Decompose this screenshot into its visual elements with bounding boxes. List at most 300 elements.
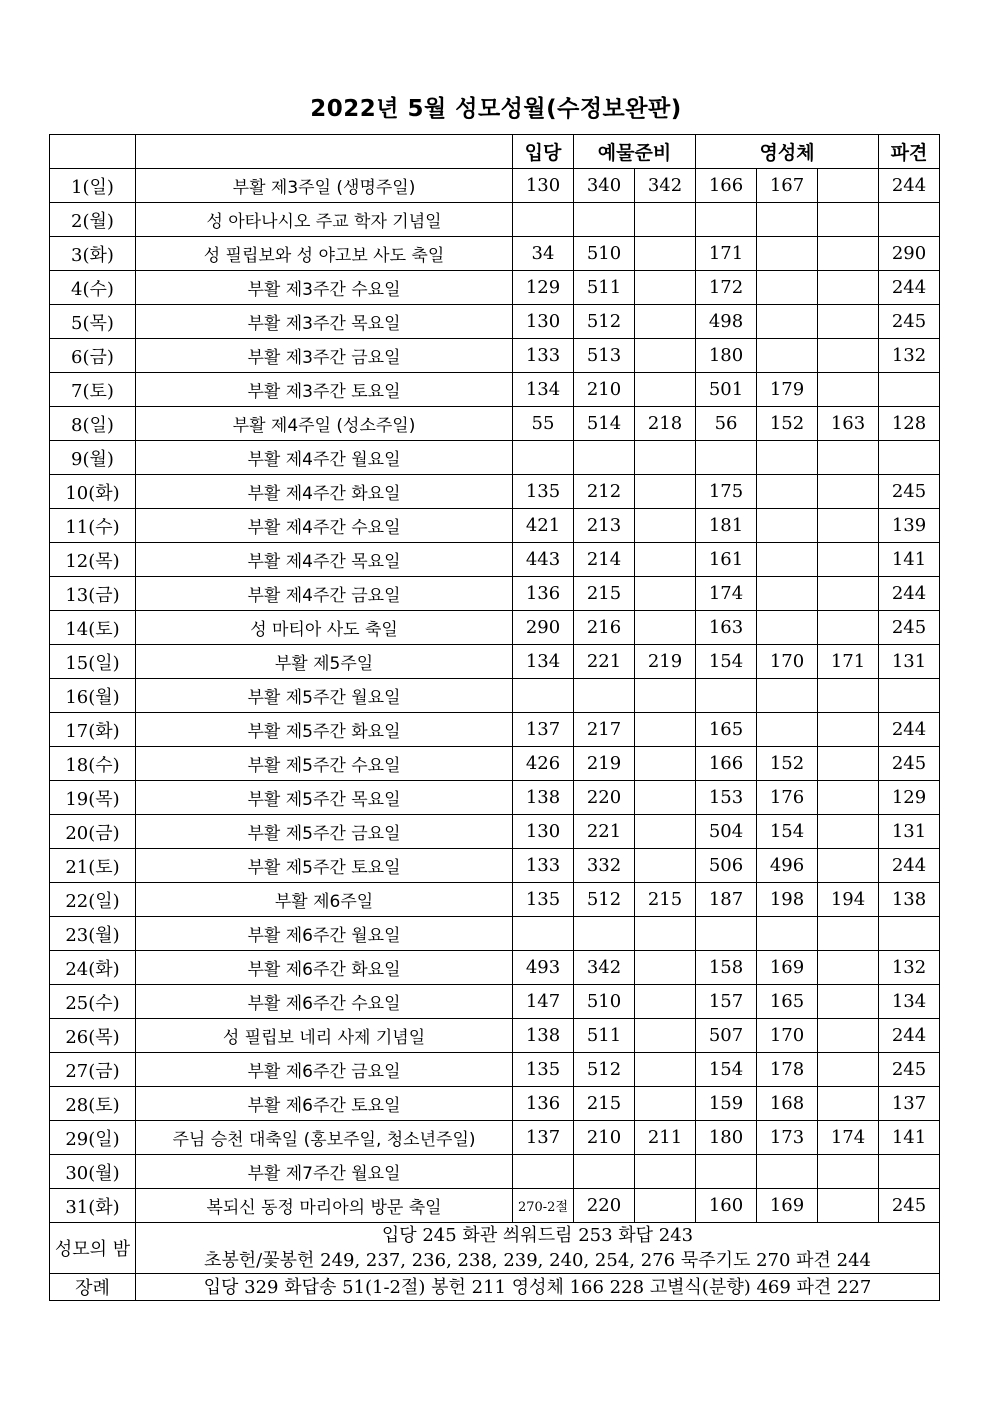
table-row [50,203,940,237]
communion-hymn-cell: 165 [757,985,818,1019]
offertory-hymn-cell: 212 [574,475,635,509]
funeral-row [50,1274,940,1301]
communion-hymn-cell: 187 [696,883,757,917]
communion-hymn-cell [818,1189,879,1223]
offertory-hymn-cell [635,781,696,815]
entrance-hymn-cell: 134 [513,373,574,407]
table-row [50,611,940,645]
communion-hymn-cell [818,985,879,1019]
offertory-hymn-cell [635,747,696,781]
dismissal-hymn-cell: 137 [879,1087,940,1121]
page-title: 2022년 5월 성모성월(수정보완판) [310,96,682,122]
offertory-hymn-cell [635,951,696,985]
communion-hymn-cell [757,203,818,237]
liturgy-cell: 성 마티아 사도 축일 [136,611,513,645]
communion-hymn-cell [818,543,879,577]
offertory-hymn-cell: 210 [574,1121,635,1155]
funeral-label: 장례 [50,1274,136,1301]
communion-hymn-cell [818,271,879,305]
communion-hymn-cell [818,305,879,339]
table-row [50,849,940,883]
communion-hymn-cell [818,237,879,271]
offertory-hymn-cell: 215 [574,577,635,611]
table-row [50,1189,940,1223]
liturgy-cell: 부활 제7주간 월요일 [136,1155,513,1189]
communion-hymn-cell [757,577,818,611]
offertory-hymn-cell [635,271,696,305]
day-cell: 15(일) [50,645,136,679]
offertory-hymn-cell [635,815,696,849]
offertory-hymn-cell: 514 [574,407,635,441]
communion-hymn-cell: 180 [696,1121,757,1155]
offertory-hymn-cell: 219 [635,645,696,679]
communion-hymn-cell: 159 [696,1087,757,1121]
offertory-hymn-cell: 213 [574,509,635,543]
communion-hymn-cell: 198 [757,883,818,917]
communion-hymn-cell: 152 [757,407,818,441]
communion-hymn-cell [818,509,879,543]
communion-hymn-cell: 167 [757,169,818,203]
communion-hymn-cell [818,713,879,747]
offertory-hymn-cell: 216 [574,611,635,645]
day-cell: 13(금) [50,577,136,611]
offertory-hymn-cell: 220 [574,781,635,815]
entrance-hymn-cell [513,203,574,237]
communion-hymn-cell: 170 [757,1019,818,1053]
communion-hymn-cell [757,271,818,305]
communion-hymn-cell [818,815,879,849]
offertory-hymn-cell [635,985,696,1019]
offertory-hymn-cell [635,475,696,509]
communion-hymn-cell: 170 [757,645,818,679]
communion-hymn-cell [757,543,818,577]
offertory-hymn-cell [635,1189,696,1223]
day-cell: 21(토) [50,849,136,883]
offertory-hymn-cell [635,577,696,611]
liturgy-cell: 부활 제6주간 화요일 [136,951,513,985]
offertory-hymn-cell: 342 [635,169,696,203]
communion-hymn-cell [757,611,818,645]
offertory-hymn-cell [635,1087,696,1121]
liturgy-cell: 주님 승천 대축일 (홍보주일, 청소년주일) [136,1121,513,1155]
table-row [50,713,940,747]
communion-hymn-cell [818,1087,879,1121]
day-cell: 10(화) [50,475,136,509]
header-entrance: 입당 [513,135,574,169]
liturgy-cell: 부활 제3주간 토요일 [136,373,513,407]
dismissal-hymn-cell [879,373,940,407]
day-cell: 18(수) [50,747,136,781]
communion-hymn-cell: 501 [696,373,757,407]
communion-hymn-cell: 153 [696,781,757,815]
dismissal-hymn-cell: 134 [879,985,940,1019]
offertory-hymn-cell [635,1155,696,1189]
entrance-hymn-cell [513,1155,574,1189]
offertory-hymn-cell: 512 [574,883,635,917]
communion-hymn-cell [818,169,879,203]
communion-hymn-cell: 174 [818,1121,879,1155]
communion-hymn-cell [757,339,818,373]
communion-hymn-cell [757,509,818,543]
table-row [50,407,940,441]
table-row [50,815,940,849]
entrance-hymn-cell: 135 [513,1053,574,1087]
offertory-hymn-cell [574,679,635,713]
communion-hymn-cell: 154 [757,815,818,849]
table-row [50,1155,940,1189]
communion-hymn-cell [696,917,757,951]
dismissal-hymn-cell: 138 [879,883,940,917]
table-row [50,373,940,407]
liturgy-cell: 부활 제4주간 화요일 [136,475,513,509]
dismissal-hymn-cell: 131 [879,645,940,679]
dismissal-hymn-cell: 245 [879,305,940,339]
dismissal-hymn-cell [879,1155,940,1189]
communion-hymn-cell [818,339,879,373]
dismissal-hymn-cell [879,203,940,237]
communion-hymn-cell: 173 [757,1121,818,1155]
day-cell: 19(목) [50,781,136,815]
communion-hymn-cell [757,475,818,509]
dismissal-hymn-cell: 244 [879,271,940,305]
offertory-hymn-cell: 221 [574,645,635,679]
communion-hymn-cell: 498 [696,305,757,339]
day-cell: 16(월) [50,679,136,713]
day-cell: 3(화) [50,237,136,271]
entrance-hymn-cell: 134 [513,645,574,679]
communion-hymn-cell: 507 [696,1019,757,1053]
communion-hymn-cell [757,917,818,951]
communion-hymn-cell [818,475,879,509]
liturgy-cell: 부활 제5주일 [136,645,513,679]
hymn-schedule-table [49,134,940,1301]
day-cell: 28(토) [50,1087,136,1121]
liturgy-cell: 부활 제3주일 (생명주일) [136,169,513,203]
offertory-hymn-cell [635,543,696,577]
entrance-hymn-cell: 136 [513,1087,574,1121]
communion-hymn-cell [757,441,818,475]
day-cell: 25(수) [50,985,136,1019]
offertory-hymn-cell [574,441,635,475]
communion-hymn-cell: 179 [757,373,818,407]
entrance-hymn-cell: 138 [513,1019,574,1053]
offertory-hymn-cell [635,1053,696,1087]
communion-hymn-cell: 163 [818,407,879,441]
offertory-hymn-cell [574,203,635,237]
dismissal-hymn-cell: 244 [879,577,940,611]
entrance-hymn-cell [513,441,574,475]
day-cell: 17(화) [50,713,136,747]
table-row [50,747,940,781]
offertory-hymn-cell: 215 [635,883,696,917]
offertory-hymn-cell: 511 [574,271,635,305]
offertory-hymn-cell: 512 [574,1053,635,1087]
communion-hymn-cell: 194 [818,883,879,917]
dismissal-hymn-cell: 245 [879,1053,940,1087]
liturgy-cell: 부활 제5주간 화요일 [136,713,513,747]
dismissal-hymn-cell: 141 [879,1121,940,1155]
entrance-hymn-cell: 137 [513,713,574,747]
day-cell: 22(일) [50,883,136,917]
day-cell: 20(금) [50,815,136,849]
communion-hymn-cell: 169 [757,951,818,985]
table-row [50,985,940,1019]
entrance-hymn-cell: 443 [513,543,574,577]
communion-hymn-cell: 154 [696,1053,757,1087]
dismissal-hymn-cell: 141 [879,543,940,577]
marian-night-line-2: 초봉헌/꽃봉헌 249, 237, 236, 238, 239, 240, 254, 276 묵주기도 270 파견 244 [204,1250,871,1271]
offertory-hymn-cell [635,441,696,475]
offertory-hymn-cell [574,917,635,951]
entrance-hymn-cell: 129 [513,271,574,305]
offertory-hymn-cell: 510 [574,237,635,271]
offertory-hymn-cell: 221 [574,815,635,849]
communion-hymn-cell: 161 [696,543,757,577]
entrance-hymn-cell: 55 [513,407,574,441]
communion-hymn-cell [818,917,879,951]
day-cell: 23(월) [50,917,136,951]
communion-hymn-cell [818,1019,879,1053]
table-row [50,509,940,543]
table-row [50,237,940,271]
communion-hymn-cell: 152 [757,747,818,781]
offertory-hymn-cell: 340 [574,169,635,203]
offertory-hymn-cell [574,1155,635,1189]
funeral-hymns: 입당 329 화답송 51(1-2절) 봉헌 211 영성체 166 228 고별식(분향) 469 파견 227 [136,1274,940,1301]
offertory-hymn-cell: 220 [574,1189,635,1223]
liturgy-cell: 부활 제4주일 (성소주일) [136,407,513,441]
liturgy-cell: 부활 제6주간 월요일 [136,917,513,951]
dismissal-hymn-cell: 128 [879,407,940,441]
entrance-hymn-cell: 135 [513,883,574,917]
table-header-row [50,135,940,169]
table-row [50,475,940,509]
header-day [50,135,136,169]
liturgy-cell: 부활 제6주일 [136,883,513,917]
communion-hymn-cell: 163 [696,611,757,645]
table-row [50,339,940,373]
liturgy-cell: 부활 제5주간 수요일 [136,747,513,781]
offertory-hymn-cell [635,1019,696,1053]
day-cell: 9(월) [50,441,136,475]
table-row [50,917,940,951]
liturgy-cell: 성 필립보 네리 사제 기념일 [136,1019,513,1053]
day-cell: 7(토) [50,373,136,407]
dismissal-hymn-cell: 131 [879,815,940,849]
communion-hymn-cell: 171 [818,645,879,679]
communion-hymn-cell: 178 [757,1053,818,1087]
entrance-hymn-cell: 426 [513,747,574,781]
communion-hymn-cell: 504 [696,815,757,849]
day-cell: 31(화) [50,1189,136,1223]
entrance-hymn-cell [513,917,574,951]
entrance-hymn-cell: 133 [513,339,574,373]
liturgy-cell: 부활 제5주간 토요일 [136,849,513,883]
entrance-hymn-cell: 421 [513,509,574,543]
offertory-hymn-cell: 510 [574,985,635,1019]
entrance-hymn-cell: 270-2절 [513,1189,574,1223]
offertory-hymn-cell: 342 [574,951,635,985]
communion-hymn-cell [757,713,818,747]
header-liturgy [136,135,513,169]
communion-hymn-cell: 168 [757,1087,818,1121]
table-row [50,951,940,985]
entrance-hymn-cell: 136 [513,577,574,611]
offertory-hymn-cell [635,203,696,237]
communion-hymn-cell: 166 [696,747,757,781]
communion-hymn-cell [818,1053,879,1087]
table-row [50,679,940,713]
day-cell: 27(금) [50,1053,136,1087]
communion-hymn-cell [757,679,818,713]
liturgy-cell: 성 필립보와 성 야고보 사도 축일 [136,237,513,271]
communion-hymn-cell [818,577,879,611]
entrance-hymn-cell: 135 [513,475,574,509]
liturgy-cell: 부활 제5주간 금요일 [136,815,513,849]
communion-hymn-cell: 165 [696,713,757,747]
communion-hymn-cell: 166 [696,169,757,203]
dismissal-hymn-cell [879,917,940,951]
offertory-hymn-cell: 214 [574,543,635,577]
table-row [50,441,940,475]
communion-hymn-cell [818,441,879,475]
offertory-hymn-cell: 219 [574,747,635,781]
table-row [50,1121,940,1155]
header-offertory: 예물준비 [574,135,696,169]
day-cell: 14(토) [50,611,136,645]
dismissal-hymn-cell: 290 [879,237,940,271]
communion-hymn-cell: 171 [696,237,757,271]
communion-hymn-cell: 158 [696,951,757,985]
communion-hymn-cell [818,849,879,883]
liturgy-cell: 부활 제4주간 수요일 [136,509,513,543]
offertory-hymn-cell [635,339,696,373]
entrance-hymn-cell: 290 [513,611,574,645]
communion-hymn-cell [818,679,879,713]
communion-hymn-cell: 181 [696,509,757,543]
offertory-hymn-cell [635,509,696,543]
table-row [50,1019,940,1053]
day-cell: 30(월) [50,1155,136,1189]
dismissal-hymn-cell: 244 [879,849,940,883]
communion-hymn-cell: 160 [696,1189,757,1223]
table-row [50,169,940,203]
day-cell: 11(수) [50,509,136,543]
communion-hymn-cell: 154 [696,645,757,679]
offertory-hymn-cell: 513 [574,339,635,373]
day-cell: 12(목) [50,543,136,577]
offertory-hymn-cell [635,373,696,407]
day-cell: 1(일) [50,169,136,203]
communion-hymn-cell [818,951,879,985]
marian-night-row [50,1223,940,1274]
liturgy-cell: 부활 제4주간 금요일 [136,577,513,611]
offertory-hymn-cell: 211 [635,1121,696,1155]
liturgy-cell: 부활 제5주간 월요일 [136,679,513,713]
dismissal-hymn-cell: 139 [879,509,940,543]
marian-night-line-1: 입당 245 화관 씌워드림 253 화답 243 [381,1225,694,1246]
entrance-hymn-cell: 137 [513,1121,574,1155]
day-cell: 5(목) [50,305,136,339]
communion-hymn-cell [818,373,879,407]
dismissal-hymn-cell: 244 [879,1019,940,1053]
offertory-hymn-cell [635,849,696,883]
dismissal-hymn-cell: 245 [879,475,940,509]
entrance-hymn-cell: 130 [513,305,574,339]
communion-hymn-cell [818,747,879,781]
table-row [50,781,940,815]
entrance-hymn-cell [513,679,574,713]
communion-hymn-cell: 180 [696,339,757,373]
communion-hymn-cell: 175 [696,475,757,509]
liturgy-cell: 부활 제6주간 금요일 [136,1053,513,1087]
communion-hymn-cell: 496 [757,849,818,883]
communion-hymn-cell [696,1155,757,1189]
table-row [50,883,940,917]
offertory-hymn-cell: 217 [574,713,635,747]
dismissal-hymn-cell [879,441,940,475]
liturgy-cell: 부활 제5주간 목요일 [136,781,513,815]
liturgy-cell: 부활 제6주간 수요일 [136,985,513,1019]
day-cell: 24(화) [50,951,136,985]
dismissal-hymn-cell: 244 [879,713,940,747]
liturgy-cell: 부활 제4주간 목요일 [136,543,513,577]
day-cell: 4(수) [50,271,136,305]
table-row [50,577,940,611]
day-cell: 6(금) [50,339,136,373]
dismissal-hymn-cell [879,679,940,713]
day-cell: 29(일) [50,1121,136,1155]
communion-hymn-cell: 506 [696,849,757,883]
communion-hymn-cell [818,781,879,815]
table-row [50,1087,940,1121]
dismissal-hymn-cell: 245 [879,747,940,781]
communion-hymn-cell: 174 [696,577,757,611]
liturgy-cell: 부활 제3주간 수요일 [136,271,513,305]
header-communion: 영성체 [696,135,879,169]
dismissal-hymn-cell: 245 [879,1189,940,1223]
table-row [50,543,940,577]
offertory-hymn-cell: 332 [574,849,635,883]
marian-night-hymns [136,1223,940,1274]
dismissal-hymn-cell: 129 [879,781,940,815]
communion-hymn-cell [696,679,757,713]
liturgy-cell: 복되신 동정 마리아의 방문 축일 [136,1189,513,1223]
entrance-hymn-cell: 147 [513,985,574,1019]
offertory-hymn-cell: 210 [574,373,635,407]
entrance-hymn-cell: 130 [513,169,574,203]
entrance-hymn-cell: 130 [513,815,574,849]
communion-hymn-cell: 172 [696,271,757,305]
marian-night-label: 성모의 밤 [50,1223,136,1274]
liturgy-cell: 부활 제3주간 금요일 [136,339,513,373]
communion-hymn-cell: 157 [696,985,757,1019]
offertory-hymn-cell: 511 [574,1019,635,1053]
communion-hymn-cell [757,305,818,339]
communion-hymn-cell [757,237,818,271]
schedule-body [50,169,940,1223]
offertory-hymn-cell [635,917,696,951]
liturgy-cell: 부활 제3주간 목요일 [136,305,513,339]
entrance-hymn-cell: 133 [513,849,574,883]
communion-hymn-cell: 56 [696,407,757,441]
communion-hymn-cell [757,1155,818,1189]
table-row [50,305,940,339]
day-cell: 26(목) [50,1019,136,1053]
offertory-hymn-cell: 218 [635,407,696,441]
liturgy-cell: 성 아타나시오 주교 학자 기념일 [136,203,513,237]
communion-hymn-cell: 176 [757,781,818,815]
